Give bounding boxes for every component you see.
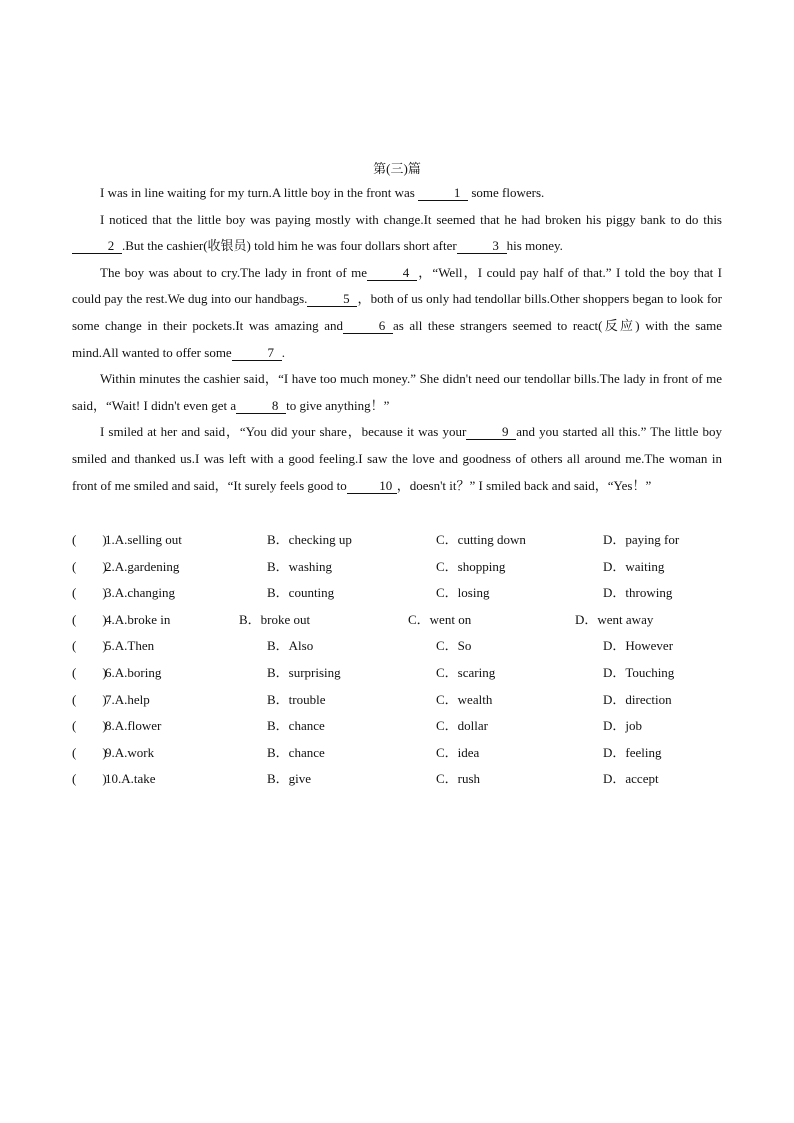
option-d: D．went away (575, 611, 654, 627)
option-c: C．rush (436, 771, 481, 787)
option-a: 2.A.gardening (105, 558, 180, 574)
option-b: B．checking up (267, 532, 352, 547)
option-d: D．Touching (603, 664, 675, 680)
option-b: B．chance (267, 718, 325, 734)
passage-text: and you started all this.” The little boy smiled and thanked us.I was left with a good feeling.I saw the love and goodness of others all around me.The woman in front of me smiled and said，“It surely feels good to (72, 424, 722, 493)
option-b: B．Also (267, 638, 314, 654)
blank-4: 4 (367, 266, 417, 281)
option-d: D．job (603, 718, 643, 734)
option-a: 3.A.changing (105, 585, 176, 601)
answer-paren: ( ) (72, 611, 107, 627)
answer-paren: ( ) (72, 664, 107, 680)
option-c: C．So (436, 638, 472, 654)
passage-text: I noticed that the little boy was paying mostly with change.It seemed that he had broken his piggy bank to do this (100, 211, 722, 227)
option-c: C．losing (436, 585, 490, 601)
option-d: D．accept (603, 771, 659, 787)
paragraph-4 (72, 366, 722, 419)
paragraph-3 (72, 260, 722, 366)
blank-5: 5 (307, 292, 357, 307)
answer-paren: ( ) (72, 585, 107, 601)
question-row-1 (72, 527, 722, 554)
answer-options (72, 527, 722, 793)
question-row-9 (72, 740, 722, 767)
question-row-4 (72, 607, 722, 634)
blank-8: 8 (236, 399, 286, 414)
option-c: C．dollar (436, 718, 488, 734)
blank-7: 7 (232, 346, 282, 361)
option-a: 7.A.help (105, 691, 150, 707)
option-c: C．shopping (436, 558, 506, 574)
option-a: 8.A.flower (105, 718, 162, 734)
passage-text: Within minutes the cashier said，“I have too much money.” She didn't need our tendollar bills.The lady in front of me said，“Wait! I didn't even get a (72, 371, 722, 413)
option-a: 1.A.selling out (105, 532, 182, 547)
option-d: D．However (603, 638, 674, 654)
question-row-2 (72, 554, 722, 581)
answer-paren: ( ) (72, 744, 107, 760)
question-row-10 (72, 766, 722, 793)
answer-paren: ( ) (72, 532, 107, 547)
blank-10: 10 (347, 479, 397, 494)
option-b: B．broke out (239, 611, 311, 627)
passage-text: some flowers. (468, 185, 545, 200)
passage-text: . (281, 344, 285, 360)
option-a: 6.A.boring (105, 664, 162, 680)
option-c: C．went on (408, 611, 472, 627)
passage-text: ，“Well，I could pay half of that.” I told the boy that I could pay the rest.We dug into our handbags. (72, 264, 722, 307)
option-c: C．idea (436, 744, 480, 760)
answer-paren: ( ) (72, 771, 107, 787)
option-b: B．counting (267, 585, 335, 601)
option-a: 10.A.take (105, 771, 156, 787)
paragraph-2 (72, 207, 722, 260)
passage-text: his money. (506, 238, 563, 254)
option-b: B．washing (267, 558, 333, 574)
option-a: 5.A.Then (105, 638, 155, 654)
question-row-6 (72, 660, 722, 687)
option-a: 4.A.broke in (105, 611, 171, 627)
answer-paren: ( ) (72, 691, 107, 707)
question-row-5 (72, 633, 722, 660)
blank-3: 3 (457, 239, 507, 254)
answer-paren: ( ) (72, 558, 107, 574)
blank-9: 9 (466, 425, 516, 440)
option-c: C．wealth (436, 691, 493, 707)
section-title: 第(三)篇 (373, 161, 421, 176)
option-d: D．direction (603, 691, 672, 707)
option-d: D．feeling (603, 744, 662, 760)
option-b: B．give (267, 771, 312, 787)
option-d: D．throwing (603, 585, 673, 601)
blank-2: 2 (72, 239, 122, 254)
passage-text: The boy was about to cry.The lady in front of me (100, 264, 368, 280)
answer-paren: ( ) (72, 638, 107, 654)
option-c: C．cutting down (436, 532, 526, 547)
paragraph-1 (72, 180, 722, 207)
option-b: B．chance (267, 744, 325, 760)
passage-text: ，both of us only had tendollar bills.Other shoppers began to look for some change in their pockets.It was amazing and (72, 291, 722, 333)
option-c: C．scaring (436, 664, 496, 680)
option-d: D．paying for (603, 532, 680, 547)
passage-text: .But the cashier(收银员) told him he was four dollars short after (122, 238, 457, 254)
option-d: D．waiting (603, 558, 665, 574)
paragraph-5 (72, 419, 722, 499)
passage-text: as all these strangers seemed to react(反应) with the same mind.All wanted to offer some (72, 317, 722, 360)
cloze-passage (72, 180, 722, 499)
question-row-7 (72, 687, 722, 714)
passage-text: to give anything！” (286, 397, 390, 413)
passage-text: I was in line waiting for my turn.A little boy in the front was (100, 185, 419, 200)
blank-6: 6 (343, 319, 393, 334)
blank-1: 1 (418, 186, 468, 201)
option-b: B．surprising (267, 664, 341, 680)
question-row-3 (72, 580, 722, 607)
question-row-8 (72, 713, 722, 740)
answer-paren: ( ) (72, 718, 107, 734)
option-a: 9.A.work (105, 744, 155, 760)
option-b: B．trouble (267, 691, 326, 707)
passage-text: I smiled at her and said，“You did your share，because it was your (100, 424, 467, 440)
passage-text: ，doesn't it？” I smiled back and said，“Yes！” (396, 477, 652, 493)
